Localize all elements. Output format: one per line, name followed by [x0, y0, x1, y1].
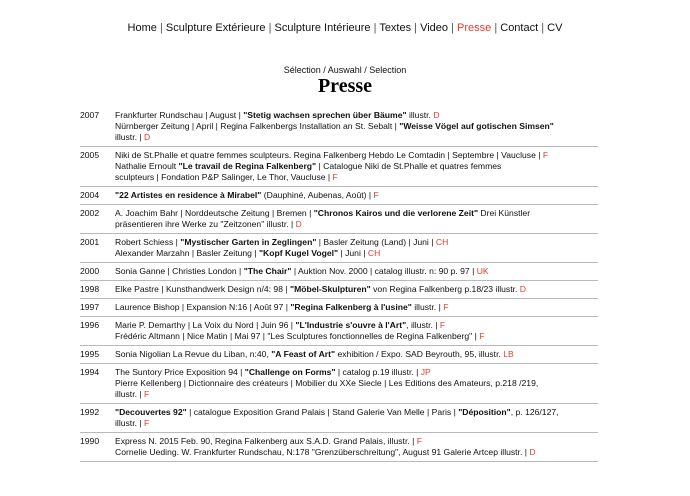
nav-link-sculpture-interieure[interactable]: Sculpture Intérieure	[274, 22, 371, 34]
nav-separator: |	[538, 22, 548, 34]
entry-text: Sonia Nigolian La Revue du Liban, n:40,	[115, 349, 272, 359]
entry-text: | Basler Zeitung (Land) | Juni |	[316, 237, 436, 247]
entry-line	[115, 248, 598, 259]
entry-line	[115, 378, 598, 389]
article-title: "Chronos Kairos und die verlorene Zeit"	[313, 208, 479, 218]
entry-year: 2007	[80, 110, 100, 120]
entry-content	[115, 407, 598, 429]
country-code: F	[143, 389, 150, 399]
entry-content	[115, 190, 598, 201]
page-title: Presse	[317, 75, 373, 97]
nav-separator: |	[491, 22, 501, 34]
entry-year: 1994	[80, 367, 100, 377]
country-code: D	[519, 284, 527, 294]
article-title: "Déposition"	[458, 407, 511, 417]
nav-link-presse[interactable]: Presse	[457, 22, 492, 34]
press-entry	[80, 364, 598, 404]
country-code: F	[416, 436, 422, 446]
article-title: "Le travail de Regina Falkenberg"	[178, 161, 317, 171]
entry-text: Frédéric Altmann | Nice Matin | Mai 97 | "Les Sculptures fonctionnelles de Regina Falkenberg" |	[115, 331, 480, 341]
country-code: JP	[420, 367, 431, 377]
entry-line	[115, 320, 598, 331]
country-code: D	[143, 132, 151, 142]
entry-text: Marie P. Demarthy | La Voix du Nord | Juin 96 |	[115, 320, 296, 330]
entry-text: illustr. |	[411, 302, 444, 312]
entry-text: Cornelie Ueding. W. Frankfurter Rundschau, N:178 "Grenzüberschreitung", August 91 Galerie Artcep illustr. |	[115, 447, 530, 457]
entry-text: Sonia Ganne | Christies London |	[115, 266, 244, 276]
article-title: "Weisse Vögel auf gotischen Simsen"	[399, 121, 554, 131]
entry-text: Alexander Marzahn | Basler Zeitung |	[115, 248, 259, 258]
entry-line	[115, 447, 598, 458]
entry-text: Pierre Kellenberg | Dictionnaire des créateurs | Mobilier du XXe Siecle | Les Editions des Amateurs, p.218 /219,	[115, 378, 539, 388]
entry-content	[115, 367, 598, 400]
entry-text: (Dauphiné, Aubenas, Août) |	[261, 190, 374, 200]
entry-line	[115, 172, 598, 183]
country-code: F	[143, 418, 150, 428]
entry-line	[115, 284, 598, 295]
page-subtitle: Sélection / Auswahl / Selection	[283, 65, 407, 75]
entry-content	[115, 237, 598, 259]
press-list	[80, 107, 598, 462]
country-code: UK	[476, 266, 489, 276]
article-title: "Challenge on Forms"	[244, 367, 336, 377]
article-title: "Decouvertes 92"	[115, 407, 187, 417]
entry-line	[115, 302, 598, 313]
entry-line	[115, 150, 598, 161]
entry-text: sculpteurs | Fondation P&P Salinger, Le Thor, Vaucluse |	[115, 172, 333, 182]
entry-text: von Regina Falkenberg p.18/23 illustr.	[370, 284, 520, 294]
nav-link-contact[interactable]: Contact	[500, 22, 539, 34]
nav-link-cv[interactable]: CV	[547, 22, 563, 34]
entry-text: , p. 126/127,	[510, 407, 559, 417]
press-entry	[80, 187, 598, 205]
article-title: "Kopf Kugel Vogel"	[258, 248, 339, 258]
entry-text: präsentieren ihre Werke zu "Zeitzonen" illustr. |	[115, 219, 296, 229]
article-title: "A Feast of Art"	[271, 349, 336, 359]
entry-text: | Auktion Nov. 2000 | catalog illustr. n: 90 p. 97 |	[291, 266, 477, 276]
entry-text: | catalogue Exposition Grand Palais | Stand Galerie Van Melle | Paris |	[186, 407, 459, 417]
entry-text: The Suntory Price Exposition 94 |	[115, 367, 245, 377]
entry-content	[115, 110, 598, 143]
press-entry	[80, 346, 598, 364]
entry-line	[115, 132, 598, 143]
country-code: D	[529, 447, 536, 457]
entry-line	[115, 407, 598, 418]
entry-year: 1998	[80, 284, 100, 294]
nav-link-video[interactable]: Video	[420, 22, 449, 34]
entry-text: exhibition / Expo. SAD Beyrouth, 95, illustr.	[335, 349, 504, 359]
country-code: D	[433, 110, 440, 120]
country-code: F	[443, 302, 449, 312]
entry-text: A. Joachim Bahr | Norddeutsche Zeitung | Bremen |	[115, 208, 314, 218]
entry-line	[115, 110, 598, 121]
nav-separator: |	[265, 22, 275, 34]
country-code: F	[479, 331, 485, 341]
entry-text: Nürnberger Zeitung | April | Regina Falkenbergs Installation an St. Sebalt |	[115, 121, 400, 131]
article-title: "Regina Falkenberg à l'usine"	[290, 302, 412, 312]
press-entry	[80, 433, 598, 462]
entry-line	[115, 219, 598, 230]
entry-year: 1990	[80, 436, 100, 446]
entry-text: Robert Schiess |	[115, 237, 181, 247]
entry-year: 2005	[80, 150, 100, 160]
entry-year: 2001	[80, 237, 100, 247]
press-entry	[80, 205, 598, 234]
nav-separator: |	[448, 22, 458, 34]
article-title: "The Chair"	[243, 266, 292, 276]
main-navigation	[0, 22, 690, 34]
entry-line	[115, 161, 598, 172]
entry-text: , illustr. |	[406, 320, 440, 330]
nav-link-home[interactable]: Home	[127, 22, 157, 34]
entry-text: illustr. |	[115, 132, 144, 142]
entry-line	[115, 389, 598, 400]
entry-content	[115, 302, 598, 313]
press-entry	[80, 234, 598, 263]
entry-year: 1997	[80, 302, 100, 312]
entry-content	[115, 436, 598, 458]
entry-text: illustr. |	[115, 418, 144, 428]
entry-content	[115, 208, 598, 230]
entry-content	[115, 266, 598, 277]
entry-line	[115, 266, 598, 277]
country-code: F	[439, 320, 446, 330]
country-code: F	[373, 190, 379, 200]
country-code: CH	[435, 237, 449, 247]
entry-text: Drei Künstler	[478, 208, 531, 218]
entry-text: illustr.	[406, 110, 434, 120]
entry-content	[115, 320, 598, 342]
entry-year: 2004	[80, 190, 100, 200]
entry-text: | Catalogue Niki de St.Phalle et quatres femmes	[316, 161, 502, 171]
entry-content	[115, 349, 598, 360]
entry-text: Nathalie Ernoult	[115, 161, 179, 171]
entry-line	[115, 237, 598, 248]
country-code: F	[332, 172, 338, 182]
entry-year: 1996	[80, 320, 100, 330]
press-entry	[80, 404, 598, 433]
entry-line	[115, 349, 598, 360]
entry-text: Laurence Bishop | Expansion N:16 | Août 97 |	[115, 302, 291, 312]
entry-text: Elke Pastre | Kunsthandwerk Design n/4: 98 |	[115, 284, 291, 294]
article-title: "22 Artistes en residence à Mirabel"	[115, 190, 262, 200]
entry-content	[115, 150, 598, 183]
press-entry	[80, 107, 598, 147]
entry-text: Frankfurter Rundschau | August |	[115, 110, 244, 120]
nav-separator: |	[411, 22, 421, 34]
entry-text: | catalog p.19 illustr. |	[335, 367, 421, 377]
entry-year: 2002	[80, 208, 100, 218]
article-title: "Mystischer Garten in Zeglingen"	[180, 237, 317, 247]
press-entry	[80, 281, 598, 299]
country-code: D	[295, 219, 302, 229]
entry-text: Express N. 2015 Feb. 90, Regina Falkenberg aux S.A.D. Grand Palais, illustr. |	[115, 436, 417, 446]
entry-text: | Juni |	[338, 248, 368, 258]
entry-text: illustr. |	[115, 389, 144, 399]
nav-separator: |	[156, 22, 166, 34]
entry-line	[115, 121, 598, 132]
country-code: F	[542, 150, 549, 160]
entry-year: 1995	[80, 349, 100, 359]
press-entry	[80, 263, 598, 281]
press-entry	[80, 147, 598, 187]
article-title: "Möbel-Skulpturen"	[290, 284, 371, 294]
entry-line	[115, 436, 598, 447]
nav-separator: |	[370, 22, 380, 34]
entry-line	[115, 418, 598, 429]
entry-text: Niki de St.Phalle et quatre femmes sculpteurs. Regina Falkenberg Hebdo Le Comtadin | Septembre | Vaucluse |	[115, 150, 543, 160]
nav-link-sculpture-exterieure[interactable]: Sculpture Extérieure	[165, 22, 266, 34]
press-entry	[80, 299, 598, 317]
entry-line	[115, 331, 598, 342]
country-code: LB	[503, 349, 514, 359]
press-entry	[80, 317, 598, 346]
entry-year: 1992	[80, 407, 100, 417]
country-code: CH	[367, 248, 381, 258]
article-title: "Stetig wachsen sprechen über Bäume"	[243, 110, 407, 120]
nav-link-textes[interactable]: Textes	[379, 22, 412, 34]
entry-content	[115, 284, 598, 295]
entry-year: 2000	[80, 266, 100, 276]
entry-line	[115, 367, 598, 378]
article-title: "L'Industrie s'ouvre à l'Art"	[295, 320, 407, 330]
entry-line	[115, 208, 598, 219]
entry-line	[115, 190, 598, 201]
